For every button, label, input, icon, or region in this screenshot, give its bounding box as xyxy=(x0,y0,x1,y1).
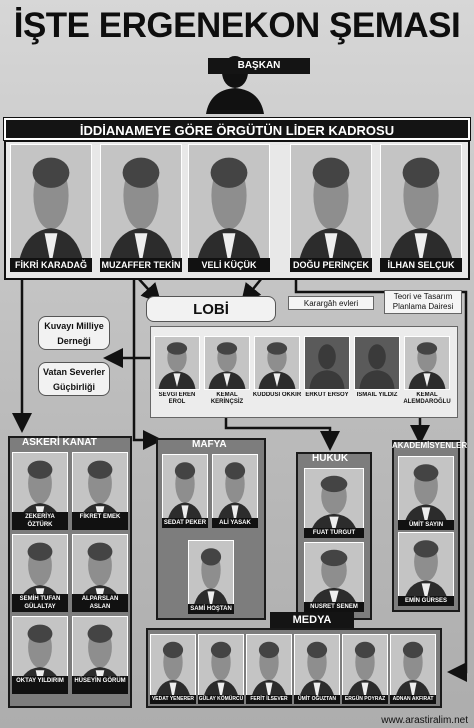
media-1-photo xyxy=(198,634,244,704)
portrait-icon xyxy=(189,541,233,613)
leader-4-photo xyxy=(380,144,462,272)
portrait-icon xyxy=(399,533,453,605)
media-4-name: ERGÜN POYRAZ xyxy=(342,695,388,704)
lobby-0-photo xyxy=(154,336,200,390)
portrait-icon xyxy=(305,469,363,537)
portrait-icon xyxy=(213,455,257,527)
military-1-name: FİKRET EMEK xyxy=(72,512,128,530)
legend-hq: Karargâh evleri xyxy=(288,296,374,310)
mafia-1-name: ALİ YASAK xyxy=(212,518,258,528)
portrait-icon xyxy=(305,543,363,611)
silhouette-icon xyxy=(305,337,349,389)
academia-0-photo xyxy=(398,456,454,530)
lobby-4-photo xyxy=(354,336,400,390)
association-vatan: Vatan Severler Güçbirliği xyxy=(38,362,110,396)
mafia-1-photo xyxy=(212,454,258,528)
academia-1-name: EMİN GÜRSES xyxy=(398,596,454,606)
lobby-5-photo xyxy=(404,336,450,390)
military-label: ASKERİ KANAT xyxy=(22,437,97,448)
leader-2-photo xyxy=(188,144,270,272)
academia-label: AKADEMİSYENLER xyxy=(392,441,468,450)
lobby-2-name: KUDDUSİ OKKIR xyxy=(252,392,302,398)
portrait-icon xyxy=(163,455,207,527)
portrait-icon xyxy=(255,337,299,389)
military-0-name: ZEKERİYA ÖZTÜRK xyxy=(12,512,68,530)
association-kuvayi: Kuvayı Milliye Derneği xyxy=(38,316,110,350)
portrait-icon xyxy=(155,337,199,389)
mafia-2-name: SAMİ HOŞTAN xyxy=(188,604,234,614)
media-0-photo xyxy=(150,634,196,704)
portrait-icon xyxy=(199,635,243,703)
military-4-name: OKTAY YILDIRIM xyxy=(12,676,68,694)
media-5-name: ADNAN AKFIRAT xyxy=(390,695,436,704)
lobby-0-name: SEVGİ EREN EROL xyxy=(158,392,196,405)
law-label: HUKUK xyxy=(312,453,349,464)
lobby-4-name: İSMAİL YILDIZ xyxy=(356,392,398,398)
silhouette-icon xyxy=(355,337,399,389)
lobby-5-name: KEMAL ALEMDAROĞLU xyxy=(403,392,451,405)
portrait-icon xyxy=(343,635,387,703)
law-1-name: NUSRET SENEM xyxy=(304,602,364,612)
portrait-icon xyxy=(405,337,449,389)
media-label: MEDYA xyxy=(270,612,354,628)
mafia-label: MAFYA xyxy=(192,439,227,450)
portrait-icon xyxy=(399,457,453,529)
lobby-1-name: KEMAL KERİNÇSİZ xyxy=(210,392,244,405)
media-4-photo xyxy=(342,634,388,704)
media-0-name: VEDAT YENERER xyxy=(151,696,195,702)
leader-1-name: MUZAFFER TEKİN xyxy=(101,260,181,270)
media-2-photo xyxy=(246,634,292,704)
portrait-icon xyxy=(247,635,291,703)
lobby-3-name: ERKUT ERSOY xyxy=(305,392,349,398)
portrait-icon xyxy=(391,635,435,703)
portrait-icon xyxy=(381,145,461,271)
leader-1-photo xyxy=(100,144,182,272)
media-5-photo xyxy=(390,634,436,704)
portrait-icon xyxy=(11,145,91,271)
mafia-2-photo xyxy=(188,540,234,614)
mafia-0-name: SEDAT PEKER xyxy=(163,520,207,526)
footer-url: www.arastiralim.net xyxy=(381,715,468,726)
head-label: BAŞKAN xyxy=(208,58,310,74)
leader-3-name: DOĞU PERİNÇEK xyxy=(290,258,372,272)
media-3-photo xyxy=(294,634,340,704)
media-1-name: GÜLAY KÖMÜRCÜ xyxy=(198,696,244,702)
portrait-icon xyxy=(151,635,195,703)
media-2-name: FERİT İLSEVER xyxy=(246,695,292,704)
lobby-2-photo xyxy=(254,336,300,390)
leadership-label: İDDİANAMEYE GÖRE ÖRGÜTÜN LİDER KADROSU xyxy=(4,118,470,140)
lobby-label: LOBİ xyxy=(146,296,276,322)
leader-0-name: FİKRİ KARADAĞ xyxy=(10,258,92,272)
leader-4-name: İLHAN SELÇUK xyxy=(380,258,462,272)
law-0-name: FUAT TURGUT xyxy=(304,528,364,538)
leader-0-photo xyxy=(10,144,92,272)
portrait-icon xyxy=(295,635,339,703)
leader-3-photo xyxy=(290,144,372,272)
military-2-name: SEMİH TUFAN GÜLALTAY xyxy=(12,594,68,612)
academia-1-photo xyxy=(398,532,454,606)
academia-0-name: ÜMİT SAYIN xyxy=(398,520,454,530)
mafia-0-photo xyxy=(162,454,208,528)
portrait-icon xyxy=(205,337,249,389)
lobby-3-photo xyxy=(304,336,350,390)
military-3-name: ALPARSLAN ASLAN xyxy=(72,594,128,612)
lobby-1-photo xyxy=(204,336,250,390)
page-title: İŞTE ERGENEKON ŞEMASI xyxy=(13,6,461,45)
portrait-icon xyxy=(291,145,371,271)
leader-2-name: VELİ KÜÇÜK xyxy=(188,258,270,272)
portrait-icon xyxy=(189,145,269,271)
media-3-name: ÜMİT OĞUZTAN xyxy=(294,695,340,704)
military-5-name: HÜSEYİN GÖRÜM xyxy=(72,676,128,694)
portrait-icon xyxy=(101,145,181,271)
legend-planning: Teori ve Tasarım Planlama Dairesi xyxy=(384,290,462,314)
